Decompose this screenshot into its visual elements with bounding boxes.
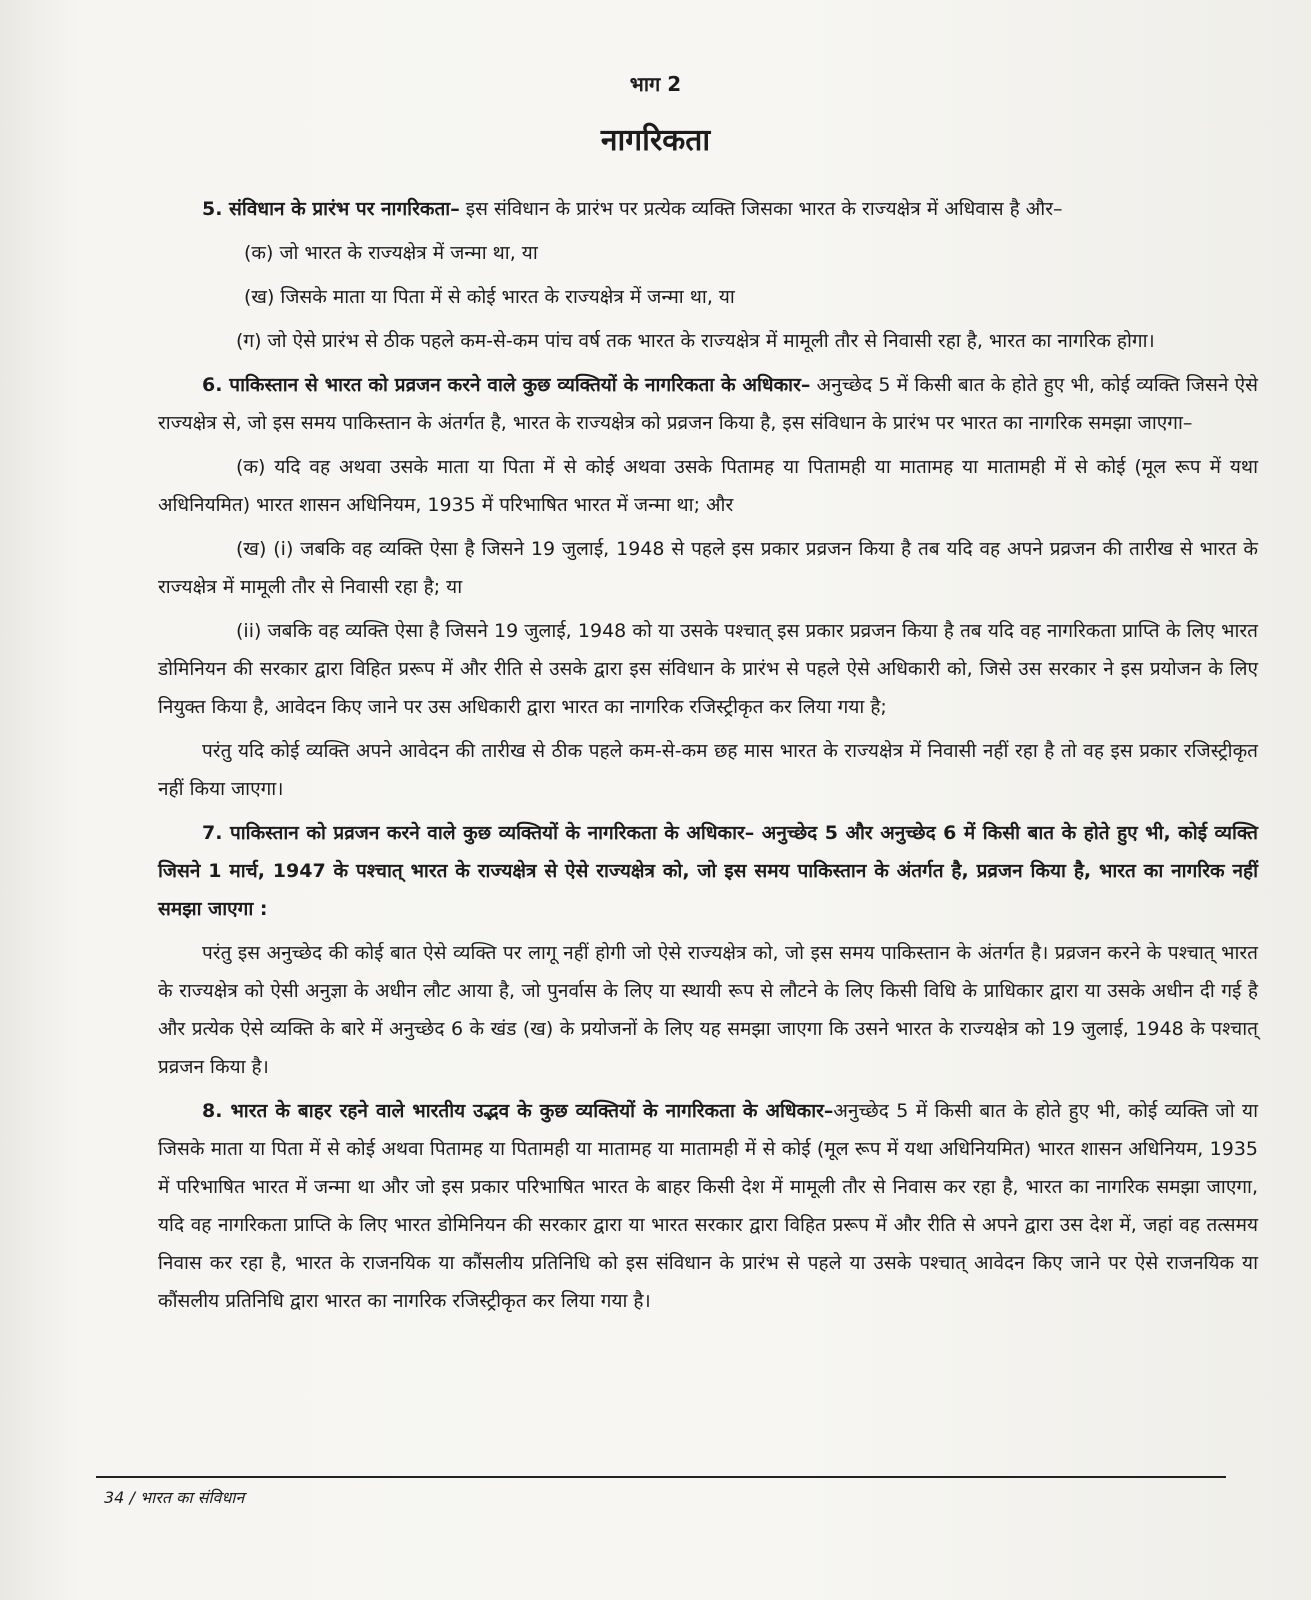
- article-7-intro: अनुच्छेद 5 और अनुच्छेद 6 में किसी बात के होते हुए भी, कोई व्यक्ति जिसने 1 मार्च, 1947 के पश्चात् भारत के राज्यक्षेत्र से ऐसे राज्यक्षेत्र को, जो इस समय पाकिस्तान के अंतर्गत है, प्रव्रजन किया है, भारत का नागरिक नहीं समझा जाएगा :: [158, 822, 1258, 920]
- document-body: [158, 190, 1258, 1326]
- part-number: भाग 2: [629, 72, 682, 96]
- article-7: [158, 814, 1258, 928]
- article-5-heading: 5. संविधान के प्रारंभ पर नागरिकता–: [202, 198, 460, 220]
- article-8-heading: 8. भारत के बाहर रहने वाले भारतीय उद्भव के कुछ व्यक्तियों के नागरिकता के अधिकार–: [202, 1100, 834, 1122]
- article-6-intro: अनुच्छेद 5 में किसी बात के होते हुए भी, कोई व्यक्ति जिसने ऐसे राज्यक्षेत्र से, जो इस समय पाकिस्तान के अंतर्गत है, भारत के राज्यक्षेत्र को प्रव्रजन किया है, इस संविधान के प्रारंभ पर भारत का नागरिक समझा जाएगा–: [158, 374, 1258, 434]
- article-6-clause-b-i: (ख) (i) जबकि वह व्यक्ति ऐसा है जिसने 19 जुलाई, 1948 से पहले इस प्रकार प्रव्रजन किया है तब यदि वह अपने प्रव्रजन की तारीख से भारत के राज्यक्षेत्र में मामूली तौर से निवासी रहा है; या: [158, 538, 1258, 598]
- footer-divider: [96, 1476, 1226, 1478]
- article-7-heading: 7. पाकिस्तान को प्रव्रजन करने वाले कुछ व्यक्तियों के नागरिकता के अधिकार–: [202, 822, 755, 844]
- article-8: [158, 1092, 1258, 1320]
- article-7-proviso: परंतु इस अनुच्छेद की कोई बात ऐसे व्यक्ति पर लागू नहीं होगी जो ऐसे राज्यक्षेत्र को, जो इस समय पाकिस्तान के अंतर्गत है। प्रव्रजन करने के पश्चात् भारत के राज्यक्षेत्र को ऐसी अनुज्ञा के अधीन लौट आया है, जो पुनर्वास के लिए या स्थायी रूप से लौटने के लिए किसी विधि के प्राधिकार द्वारा या उसके अधीन दी गई है और प्रत्येक ऐसे व्यक्ति के बारे में अनुच्छेद 6 के खंड (ख) के प्रयोजनों के लिए यह समझा जाएगा कि उसने भारत के राज्यक्षेत्र को 19 जुलाई, 1948 के पश्चात् प्रव्रजन किया है।: [158, 942, 1258, 1078]
- article-6-heading: 6. पाकिस्तान से भारत को प्रव्रजन करने वाले कुछ व्यक्तियों के नागरिकता के अधिकार–: [202, 374, 811, 396]
- article-5-clause-b: (ख) जिसके माता या पिता में से कोई भारत के राज्यक्षेत्र में जन्मा था, या: [244, 286, 735, 308]
- article-6: [158, 366, 1258, 442]
- page-title: नागरिकता: [600, 123, 711, 158]
- page-footer: 34 / भारत का संविधान: [104, 1488, 245, 1507]
- article-5: [158, 190, 1258, 228]
- article-5-clause-a: (क) जो भारत के राज्यक्षेत्र में जन्मा था, या: [244, 242, 538, 264]
- article-6-clause-b-ii: (ii) जबकि वह व्यक्ति ऐसा है जिसने 19 जुलाई, 1948 को या उसके पश्चात् इस प्रकार प्रव्रजन किया है तब यदि वह नागरिकता प्राप्ति के लिए भारत डोमिनियन की सरकार द्वारा विहित प्ररूप में और रीति से उसके द्वारा इस संविधान के प्रारंभ से पहले ऐसे अधिकारी को, जिसे उस सरकार ने इस प्रयोजन के लिए नियुक्त किया है, आवेदन किए जाने पर उस अधिकारी द्वारा भारत का नागरिक रजिस्ट्रीकृत कर लिया गया है;: [158, 620, 1258, 718]
- article-5-intro: इस संविधान के प्रारंभ पर प्रत्येक व्यक्ति जिसका भारत के राज्यक्षेत्र में अधिवास है और–: [459, 198, 1063, 220]
- article-5-clause-c: (ग) जो ऐसे प्रारंभ से ठीक पहले कम-से-कम पांच वर्ष तक भारत के राज्यक्षेत्र में मामूली तौर से निवासी रहा है, भारत का नागरिक होगा।: [236, 330, 1155, 352]
- article-6-clause-a: (क) यदि वह अथवा उसके माता या पिता में से कोई अथवा उसके पितामह या पितामही या मातामह या मातामही में से कोई (मूल रूप में यथा अधिनियमित) भारत शासन अधिनियम, 1935 में परिभाषित भारत में जन्मा था; और: [158, 456, 1258, 516]
- article-6-proviso: परंतु यदि कोई व्यक्ति अपने आवेदन की तारीख से ठीक पहले कम-से-कम छह मास भारत के राज्यक्षेत्र में निवासी नहीं रहा है तो वह इस प्रकार रजिस्ट्रीकृत नहीं किया जाएगा।: [158, 740, 1258, 800]
- article-8-intro: अनुच्छेद 5 में किसी बात के होते हुए भी, कोई व्यक्ति जो या जिसके माता या पिता में से कोई अथवा पितामह या पितामही या मातामह या मातामही में से कोई (मूल रूप में यथा अधिनियमित) भारत शासन अधिनियम, 1935 में परिभाषित भारत में जन्मा था और जो इस प्रकार परिभाषित भारत के बाहर किसी देश में मामूली तौर से निवास कर रहा है, भारत का नागरिक समझा जाएगा, यदि वह नागरिकता प्राप्ति के लिए भारत डोमिनियन की सरकार द्वारा या भारत सरकार द्वारा विहित प्ररूप में और रीति से अपने द्वारा उस देश में, जहां वह तत्समय निवास कर रहा है, भारत के राजनयिक या कौंसलीय प्रतिनिधि को इस संविधान के प्रारंभ से पहले या उसके पश्चात् आवेदन किए जाने पर ऐसे राजनयिक या कौंसलीय प्रतिनिधि द्वारा भारत का नागरिक रजिस्ट्रीकृत कर लिया गया है।: [158, 1100, 1258, 1312]
